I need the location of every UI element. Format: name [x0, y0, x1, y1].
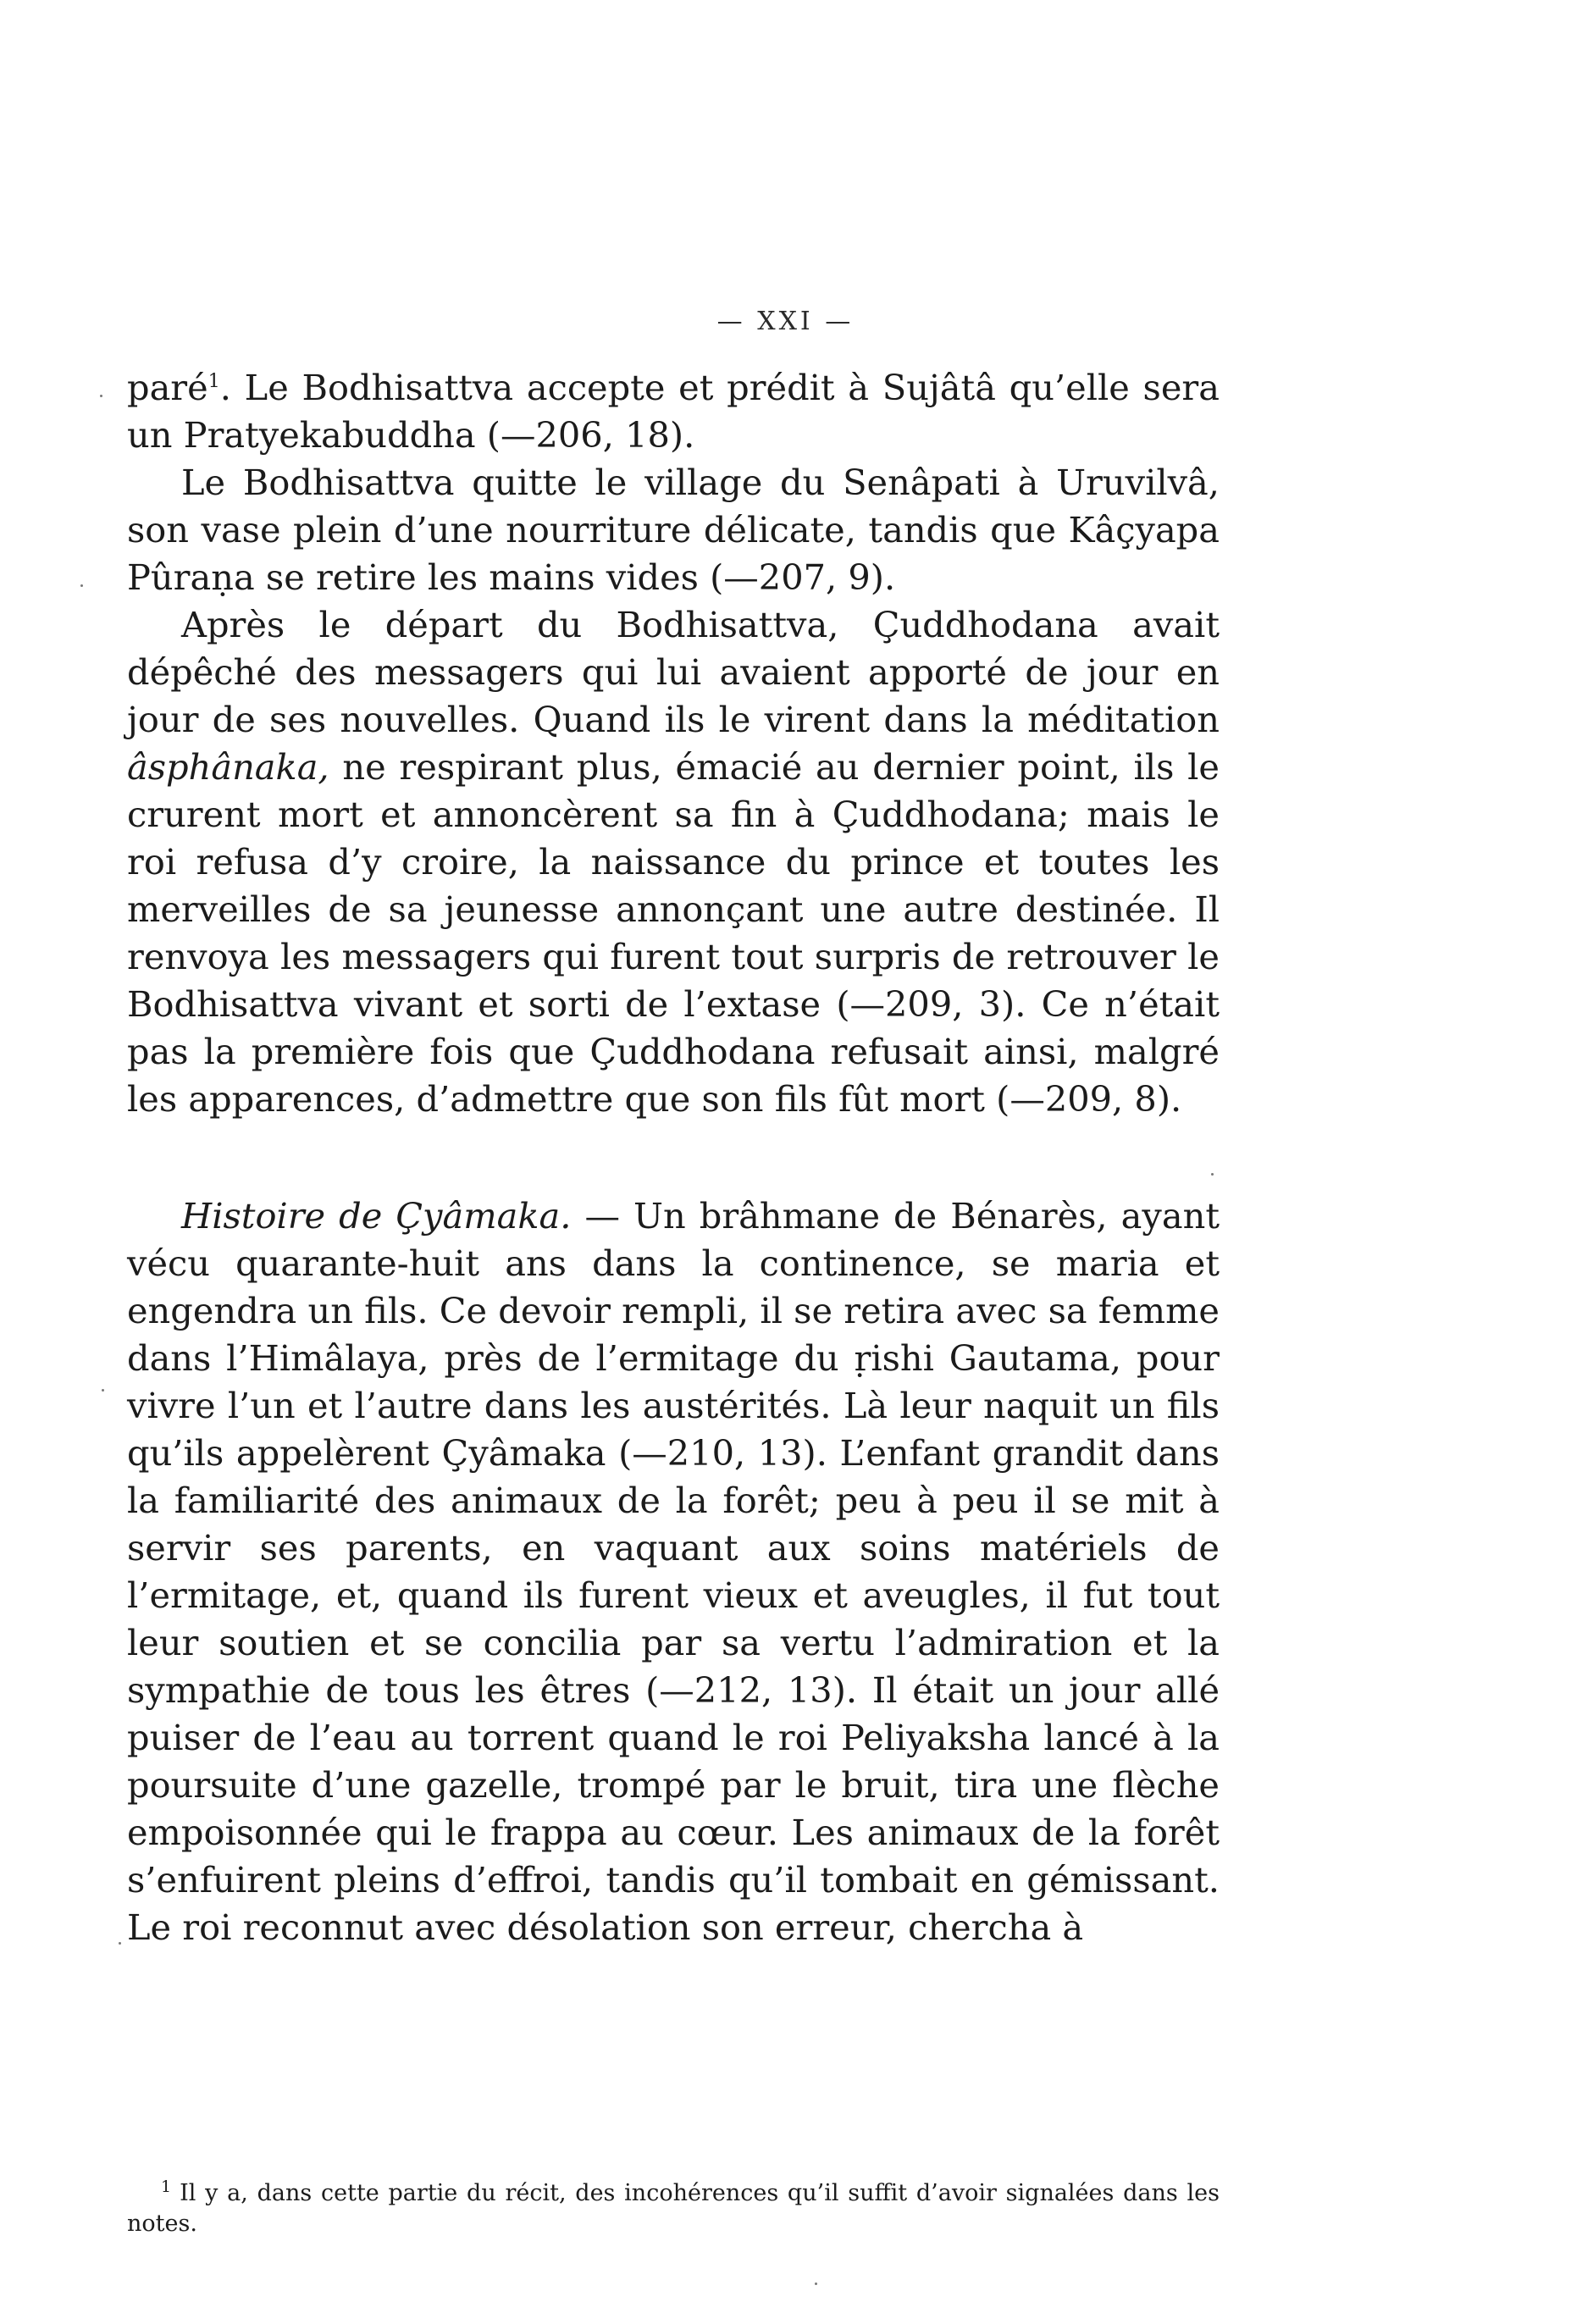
- scan-speck: [1211, 1173, 1214, 1176]
- text-segment: Après le départ du Bodhisattva, Çuddhodana avait dépêché des messagers qui lui avaient apporté de jour en jour de ses nouvelles. Quand ils le virent dans la méditation: [127, 604, 1220, 740]
- text-segment: paré: [127, 367, 208, 408]
- text-segment: Le Bodhisattva quitte le village du Senâpati à Uruvilvâ, son vase plein d’une nourriture délicate, tandis que Kâçyapa Pûraṇa se retire les mains vides (—207, 9).: [127, 462, 1220, 598]
- paragraph-2: [127, 459, 1220, 601]
- page-number: — XXI —: [716, 307, 855, 336]
- scan-speck: [119, 1942, 121, 1945]
- paragraph-3: [127, 601, 1220, 1123]
- scan-speck: [815, 2282, 817, 2285]
- footnote-reference: 1: [207, 371, 220, 393]
- text-segment: . Le Bodhisattva accepte et prédit à Sujâtâ qu’elle sera un Pratyekabuddha (—206, 18).: [127, 367, 1220, 456]
- scan-speck: [80, 584, 83, 587]
- paragraph-1: [127, 364, 1220, 459]
- paragraph-4: [127, 1192, 1220, 1951]
- footnote: [127, 2178, 1220, 2239]
- scan-speck: [100, 395, 102, 397]
- footnote-marker: 1: [161, 2177, 172, 2196]
- text-segment: ne respirant plus, émacié au dernier point, ils le crurent mort et annoncèrent sa fin à Çuddhodana; mais le roi refusa d’y croire, la naissance du prince et toutes les merveilles de sa jeunesse annonçant une autre destinée. Il renvoya les messagers qui furent tout surpris de retrouver le Bodhisattva vivant et sorti de l’extase (—209, 3). Ce n’était pas la première fois que Çuddhodana refusait ainsi, malgré les apparences, d’admettre que son fils fût mort (—209, 8).: [127, 746, 1220, 1120]
- body-text: [127, 364, 1220, 1951]
- footnote-paragraph: [127, 2178, 1220, 2239]
- scan-speck: [102, 1389, 104, 1392]
- italic-term: âsphânaka,: [127, 746, 329, 788]
- text-segment: — Un brâhmane de Bénarès, ayant vécu quarante-huit ans dans la continence, se maria et engendra un fils. Ce devoir rempli, il se retira avec sa femme dans l’Himâlaya, près de l’ermitage du ṛishi Gautama, pour vivre l’un et l’autre dans les austérités. Là leur naquit un fils qu’ils appelèrent Çyâmaka (—210, 13). L’enfant grandit dans la familiarité des animaux de la forêt; peu à peu il se mit à servir ses parents, en vaquant aux soins matériels de l’ermitage, et, quand ils furent vieux et aveugles, il fut tout leur soutien et se concilia par sa vertu l’admiration et la sympathie de tous les êtres (—212, 13). Il était un jour allé puiser de l’eau au torrent quand le roi Peliyaksha lancé à la poursuite d’une gazelle, trompé par le bruit, tira une flèche empoisonnée qui le frappa au cœur. Les animaux de la forêt s’enfuirent pleins d’effroi, tandis qu’il tombait en gémissant. Le roi reconnut avec désolation son erreur, chercha à: [127, 1195, 1220, 1948]
- section-title: Histoire de Çyâmaka.: [181, 1195, 572, 1237]
- footnote-text: Il y a, dans cette partie du récit, des incohérences qu’il suffit d’avoir signalées dans les notes.: [127, 2180, 1220, 2237]
